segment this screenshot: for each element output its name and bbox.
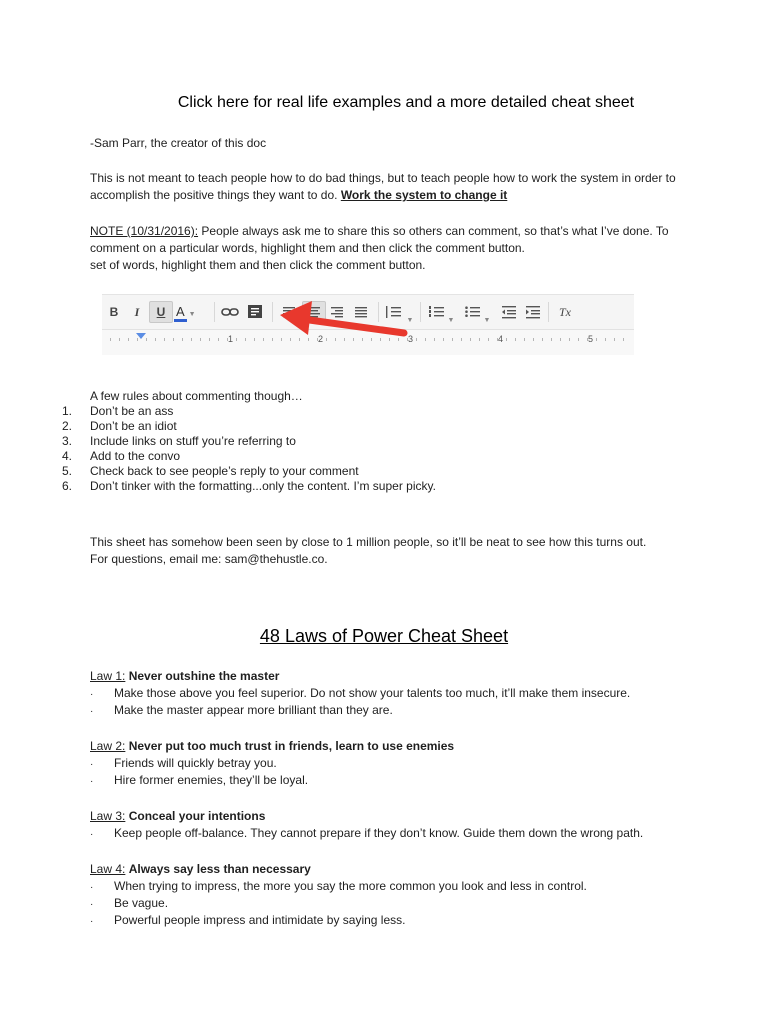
ruler-tick [425, 338, 426, 341]
ruler-tick [470, 338, 471, 341]
note-label: NOTE (10/31/2016): [90, 224, 199, 238]
law-heading [90, 668, 279, 685]
bullet-text: Keep people off-balance. They cannot prepare if they don’t know. Guide them down the wrong path. [114, 826, 644, 840]
list-number: 6. [62, 479, 73, 493]
views-note: This sheet has somehow been seen by close to 1 million people, so it’ll be neat to see how this turns out. [90, 535, 647, 549]
ruler-tick [614, 338, 615, 341]
ruler-tick [173, 338, 174, 341]
ruler-tick [542, 338, 543, 341]
law-title: Conceal your intentions [128, 809, 266, 823]
law-heading [90, 861, 311, 878]
ruler-tick [182, 338, 183, 341]
list-text: Don’t be an idiot [90, 419, 177, 433]
ruler-number: 1 [228, 334, 234, 344]
ruler-tick [209, 338, 210, 341]
ruler-tick [200, 338, 201, 341]
rules-intro: A few rules about commenting though… [90, 389, 303, 403]
list-item [62, 404, 436, 419]
ruler-number: 3 [408, 334, 414, 344]
law-label: Law 4: [90, 862, 126, 876]
ruler-tick [146, 338, 147, 341]
ruler-tick [443, 338, 444, 341]
ruler-tick [578, 338, 579, 341]
list-item [62, 449, 436, 464]
chevron-down-icon: ▼ [483, 317, 491, 324]
ruler-tick [461, 338, 462, 341]
red-arrow-icon [262, 295, 412, 345]
ruler-tick [506, 338, 507, 341]
separator [548, 302, 549, 322]
ruler-tick [155, 338, 156, 341]
ruler-number: 2 [318, 334, 324, 344]
ruler-tick [452, 338, 453, 341]
law-label: Law 3: [90, 809, 126, 823]
list-text: Check back to see people’s reply to your comment [90, 464, 359, 478]
bullet-dot-icon: · [90, 899, 94, 910]
bullet-text: When trying to impress, the more you say the more common you look and less in control. [114, 879, 587, 893]
bullet-dot-icon: · [90, 916, 94, 927]
ruler-tick [560, 338, 561, 341]
bullet-text: Powerful people impress and intimidate by saying less. [114, 913, 406, 927]
list-item [90, 755, 308, 772]
list-item [62, 464, 436, 479]
note-paragraph [90, 223, 690, 274]
author-line: -Sam Parr, the creator of this doc [90, 136, 267, 150]
ruler-tick [533, 338, 534, 341]
bullet-dot-icon: · [90, 776, 94, 787]
list-number: 3. [62, 434, 73, 448]
law-title: Always say less than necessary [128, 862, 311, 876]
bullet-text: Make the master appear more brilliant than they are. [114, 703, 393, 717]
ruler-tick [596, 338, 597, 341]
ruler-tick [416, 338, 417, 341]
list-item [90, 772, 308, 789]
law-heading [90, 738, 454, 755]
ruler-tick [605, 338, 606, 341]
intro-paragraph [90, 170, 690, 204]
ruler-tick [524, 338, 525, 341]
section-title: 48 Laws of Power Cheat Sheet [259, 626, 509, 646]
list-text: Don’t tinker with the formatting...only the content. I’m super picky. [90, 479, 436, 493]
intro-text: This is not meant to teach people how to do bad things, but to teach people how to work the system in order to accomplish the positive things they want to do. [90, 171, 676, 202]
law-label: Law 1: [90, 669, 126, 683]
bullet-dot-icon: · [90, 689, 94, 700]
bulleted-list-icon[interactable] [462, 302, 492, 322]
note-line3: set of words, highlight them and then click the comment button. [90, 258, 426, 272]
editor-toolbar-image [102, 294, 634, 355]
ruler-tick [488, 338, 489, 341]
ruler-tick [623, 338, 624, 341]
ruler-tick [236, 338, 237, 341]
ruler-tick [119, 338, 120, 341]
ruler-tick [191, 338, 192, 341]
decrease-indent-icon[interactable] [498, 302, 520, 322]
list-number: 5. [62, 464, 73, 478]
ruler-tick [551, 338, 552, 341]
law-title: Never outshine the master [128, 669, 280, 683]
separator [214, 302, 215, 322]
law-label: Law 2: [90, 739, 126, 753]
list-item [90, 912, 587, 929]
bold-button[interactable]: B [109, 305, 119, 319]
ruler-tick [218, 338, 219, 341]
ruler-tick [515, 338, 516, 341]
ruler-tick [254, 338, 255, 341]
law-bullets [90, 825, 643, 842]
underline-button[interactable]: U [149, 301, 173, 323]
law-bullets [90, 755, 308, 789]
bullet-text: Make those above you feel superior. Do not show your talents too much, it’ll make them insecure. [114, 686, 631, 700]
ruler-tick [569, 338, 570, 341]
bullet-text: Be vague. [114, 896, 169, 910]
cheat-sheet-link[interactable]: Click here for real life examples and a more detailed cheat sheet [177, 94, 635, 111]
bullet-dot-icon: · [90, 882, 94, 893]
clear-formatting-button[interactable]: Tx [559, 305, 571, 319]
ruler-tick [479, 338, 480, 341]
law-title: Never put too much trust in friends, learn to use enemies [128, 739, 455, 753]
list-item [62, 434, 436, 449]
numbered-list-icon[interactable] [426, 302, 456, 322]
bullet-dot-icon: · [90, 759, 94, 770]
law-bullets [90, 878, 587, 929]
contact-note: For questions, email me: sam@thehustle.co. [90, 552, 328, 566]
ruler-tick [137, 338, 138, 341]
ruler-tick [434, 338, 435, 341]
chevron-down-icon: ▼ [406, 317, 414, 324]
list-text: Include links on stuff you’re referring to [90, 434, 296, 448]
text-color-a: A [174, 304, 187, 322]
separator [420, 302, 421, 322]
ruler-tick [245, 338, 246, 341]
list-text: Add to the convo [90, 449, 181, 463]
ruler-tick [110, 338, 111, 341]
list-item [90, 878, 587, 895]
ruler-number: 4 [498, 334, 504, 344]
list-item [90, 702, 630, 719]
law-heading [90, 808, 265, 825]
ruler-number: 5 [588, 334, 594, 344]
bullet-text: Hire former enemies, they’ll be loyal. [114, 773, 309, 787]
chevron-down-icon: ▼ [188, 311, 196, 318]
law-bullets [90, 685, 630, 719]
list-item [90, 825, 643, 842]
ruler-tick [128, 338, 129, 341]
list-number: 1. [62, 404, 73, 418]
intro-emphasis: Work the system to change it [340, 188, 508, 202]
list-number: 2. [62, 419, 73, 433]
bullet-text: Friends will quickly betray you. [114, 756, 277, 770]
chevron-down-icon: ▼ [447, 317, 455, 324]
increase-indent-icon[interactable] [522, 302, 544, 322]
ruler-tick [164, 338, 165, 341]
list-item [90, 895, 587, 912]
list-item [62, 479, 436, 494]
text-color-button[interactable] [174, 302, 208, 322]
note-text: People always ask me to share this so others can comment, so that’s what I’ve done. To comment on a particular words, highlight them and then click the comment button. [90, 224, 669, 255]
list-number: 4. [62, 449, 73, 463]
bullet-dot-icon: · [90, 706, 94, 717]
bullet-dot-icon: · [90, 829, 94, 840]
list-item [90, 685, 630, 702]
list-text: Don’t be an ass [90, 404, 174, 418]
link-icon[interactable] [219, 302, 241, 322]
italic-button[interactable]: I [134, 305, 140, 319]
rules-list [62, 404, 436, 494]
list-item [62, 419, 436, 434]
